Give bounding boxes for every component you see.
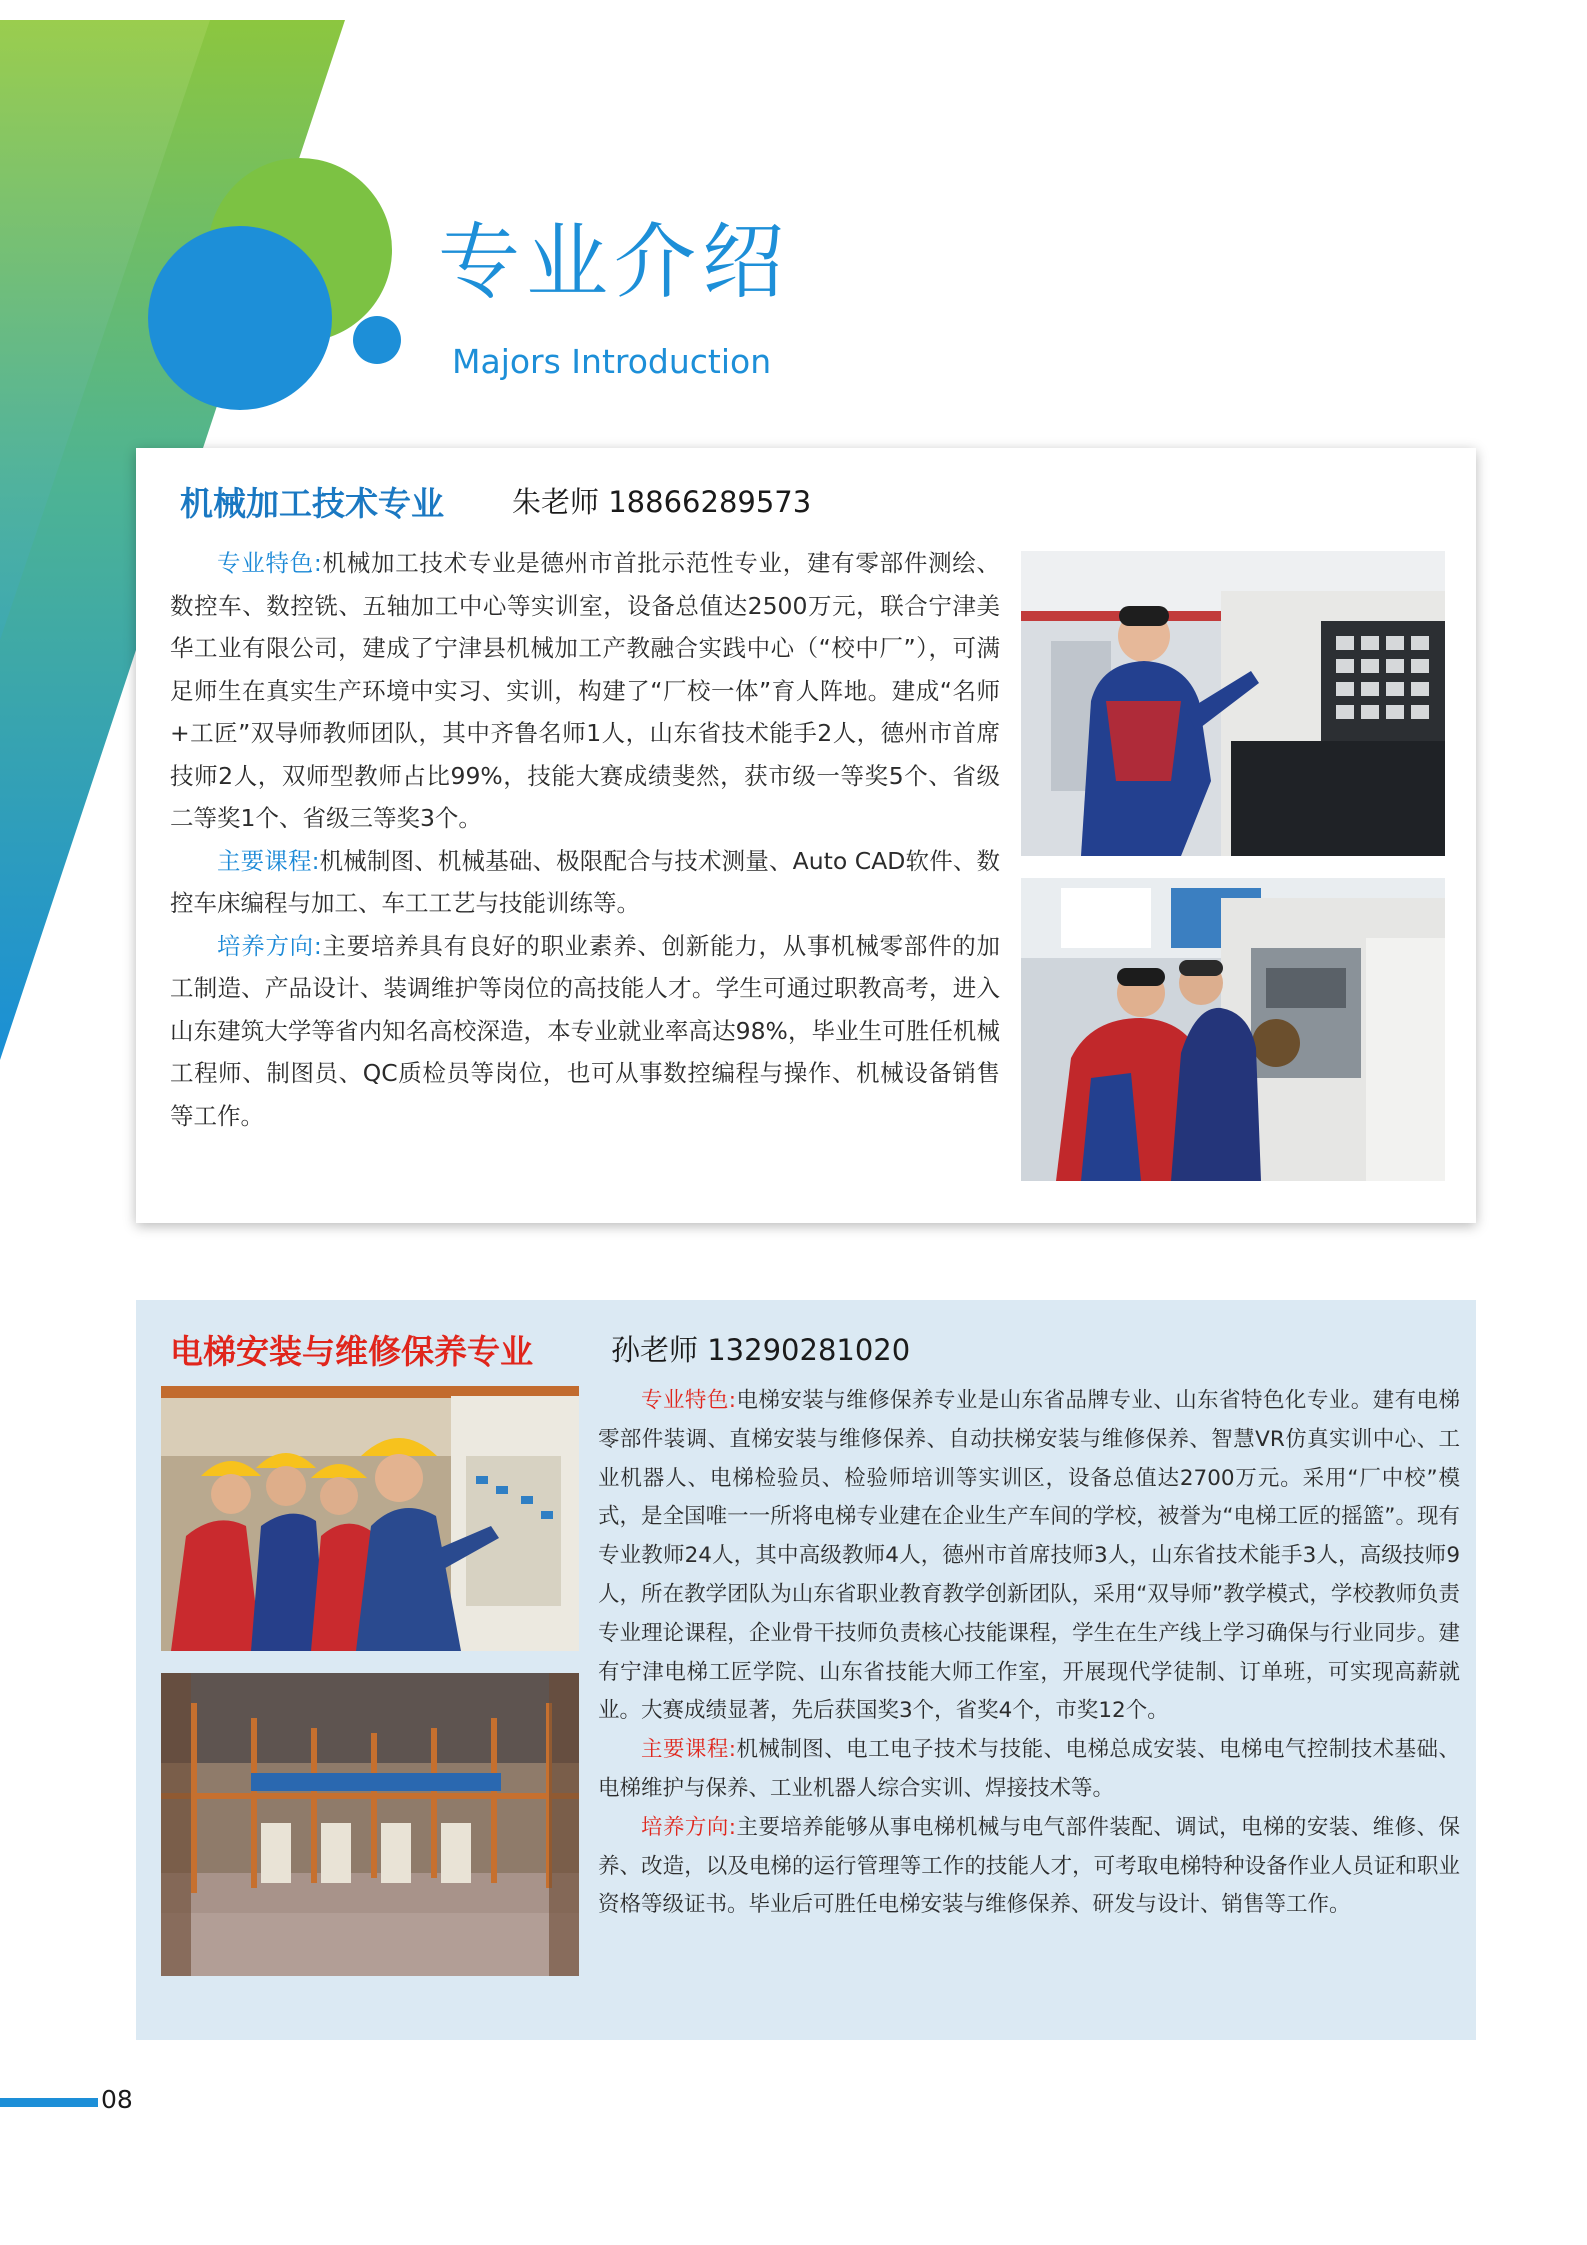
course-label: 主要课程: [217,846,320,875]
direction-paragraph [598,1809,1460,1925]
photo-lathe-students [1021,878,1445,1181]
major-card-elevator [136,1300,1476,2040]
page-number-bar [0,2098,98,2107]
page-title: 专业介绍 [438,215,791,310]
course-label: 主要课程: [641,1737,736,1763]
course-text: 机械制图、机械基础、极限配合与技术测量、Auto CAD软件、数控车床编程与加工、车工工艺与技能训练等。 [170,846,1000,917]
teacher-name: 朱老师 [512,485,600,519]
teacher-name: 孙老师 [611,1333,699,1367]
teacher-contact [611,1328,910,1369]
photo-cnc-student [1021,551,1445,856]
major-description [598,1382,1460,1925]
feature-text: 机械加工技术专业是德州市首批示范性专业，建有零部件测绘、数控车、数控铣、五轴加工中心等实训室，设备总值达2500万元，联合宁津美华工业有限公司，建成了宁津县机械加工产教融合实践中心（“校中厂”），可满足师生在真实生产环境中实习、实训，构建了“厂校一体”育人阵地。建成“名师+工匠”双导师教师团队，其中齐鲁名师1人，山东省技术能手2人，德州市首席技师2人，双师型教师占比99%，技能大赛成绩斐然，获市级一等奖5个、省级二等奖1个、省级三等奖3个。 [170,549,1001,832]
photo-helmet-students [161,1386,579,1651]
direction-label: 培养方向: [217,931,322,960]
feature-label: 专业特色: [641,1388,736,1413]
direction-text: 主要培养能够从事电梯机械与电气部件装配、调试，电梯的安装、维修、保养、改造，以及电梯的运行管理等工作的技能人才，可考取电梯特种设备作业人员证和职业资格等级证书。毕业后可胜任电梯安装与维修保养、研发与设计、销售等工作。 [598,1814,1460,1918]
page-number: 08 [101,2085,133,2114]
direction-paragraph [170,925,1000,1138]
page-subtitle: Majors Introduction [452,342,772,381]
major-title: 电梯安装与维修保养专业 [170,1332,533,1371]
course-text: 机械制图、电工电子技术与技能、电梯总成安装、电梯电气控制技术基础、电梯维护与保养、工业机器人综合实训、焊接技术等。 [598,1737,1460,1801]
feature-paragraph [170,542,1000,840]
feature-label: 专业特色: [217,549,322,577]
blue-circle-large [148,226,332,410]
major-description [170,542,1000,1137]
teacher-contact [512,480,811,521]
feature-text: 电梯安装与维修保养专业是山东省品牌专业、山东省特色化专业。建有电梯零部件装调、直梯安装与维修保养、自动扶梯安装与维修保养、智慧VR仿真实训中心、工业机器人、电梯检验员、检验师培训等实训区，设备总值达2700万元。采用“厂中校”模式，是全国唯一一所将电梯专业建在企业生产车间的学校，被誉为“电梯工匠的摇篮”。现有专业教师24人，其中高级教师4人，德州市首席技师3人，山东省技术能手3人，高级技师9人，所在教学团队为山东省职业教育教学创新团队，采用“双导师”教学模式，学校教师负责专业理论课程，企业骨干技师负责核心技能课程，学生在生产线上学习确保与行业同步。建有宁津电梯工匠学院、山东省技能大师工作室，开展现代学徒制、订单班，可实现高薪就业。大赛成绩显著，先后获国奖3个，省奖4个，市奖12个。 [598,1388,1460,1724]
feature-paragraph [598,1382,1460,1731]
blue-circle-small [353,316,401,364]
major-title: 机械加工技术专业 [180,484,444,523]
photo-elevator-workshop [161,1673,579,1976]
major-card-mechanical [136,448,1476,1223]
teacher-phone: 18866289573 [608,485,812,519]
direction-text: 主要培养具有良好的职业素养、创新能力，从事机械零部件的加工制造、产品设计、装调维护等岗位的高技能人才。学生可通过职教高考，进入山东建筑大学等省内知名高校深造，本专业就业率高达98%，毕业生可胜任机械工程师、制图员、QC质检员等岗位，也可从事数控编程与操作、机械设备销售等工作。 [170,931,1001,1130]
course-paragraph [170,840,1000,925]
teacher-phone: 13290281020 [707,1333,911,1367]
course-paragraph [598,1731,1460,1809]
direction-label: 培养方向: [641,1814,736,1840]
